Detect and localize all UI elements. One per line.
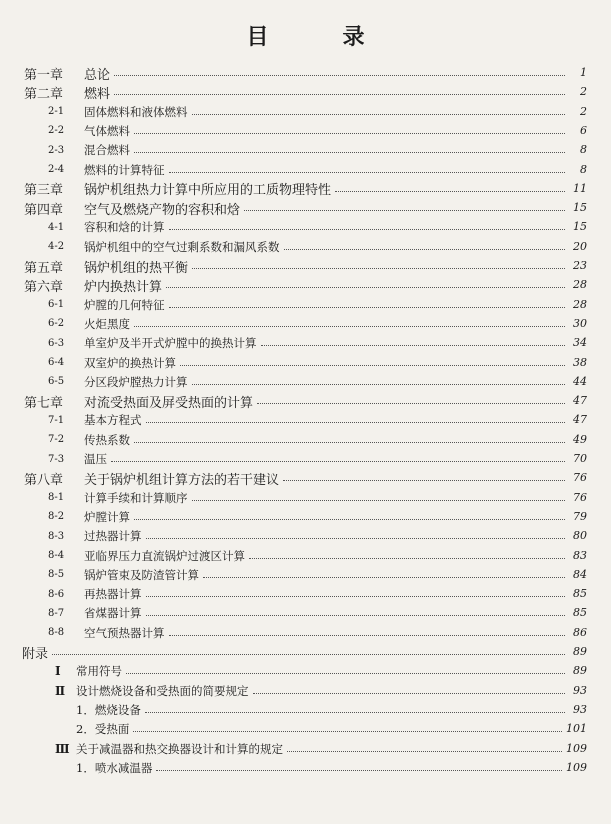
page-number: 89 <box>573 664 587 678</box>
page-number: 28 <box>573 278 587 292</box>
toc-entry <box>0 643 611 661</box>
entry-number: 7-3 <box>48 453 65 465</box>
page-number: 2 <box>580 85 587 99</box>
toc-entry <box>0 662 611 680</box>
leader-dots <box>145 712 565 713</box>
entry-number: 7-1 <box>48 414 65 426</box>
entry-number: 2-2 <box>48 125 65 137</box>
toc-entry <box>0 431 611 449</box>
dot-leader <box>257 395 587 407</box>
page-number: 109 <box>566 741 587 755</box>
leader-dots <box>253 693 566 694</box>
toc-entry <box>0 257 611 275</box>
dot-leader <box>146 414 588 426</box>
toc-entry <box>0 64 611 82</box>
leader-dots <box>134 326 565 327</box>
entry-title: 锅炉机组中的空气过剩系数和漏风系数 <box>84 239 280 254</box>
entry-title: 燃料 <box>84 86 111 102</box>
entry-title: 关于锅炉机组计算方法的若干建议 <box>84 472 280 488</box>
entry-title: 基本方程式 <box>84 413 142 428</box>
toc-entry <box>0 604 611 622</box>
entry-title: 省煤器计算 <box>84 606 142 621</box>
dot-leader <box>192 260 587 272</box>
toc-entry <box>0 354 611 372</box>
page-number: 80 <box>573 529 587 543</box>
dot-leader <box>169 221 588 233</box>
leader-dots <box>114 75 565 76</box>
leader-dots <box>134 519 565 520</box>
toc-entry <box>0 334 611 352</box>
page-number: 15 <box>573 201 587 215</box>
leader-dots <box>111 461 565 462</box>
entry-title: 对流受热面及屏受热面的计算 <box>84 395 254 411</box>
leader-dots <box>244 210 565 211</box>
entry-title: 温压 <box>84 452 107 466</box>
leader-dots <box>203 577 565 578</box>
entry-number: 第三章 <box>24 183 64 199</box>
leader-dots <box>134 133 565 134</box>
leader-dots <box>261 345 566 346</box>
entry-title: 混合燃料 <box>84 143 130 158</box>
entry-number: 2-1 <box>48 106 65 118</box>
entry-number: Ⅲ <box>55 741 70 756</box>
leader-dots <box>283 480 565 481</box>
entry-title: 炉膛计算 <box>84 509 130 524</box>
page-number: 23 <box>573 259 587 272</box>
entry-title: 锅炉机组热力计算中所应用的工质物理特性 <box>84 183 332 199</box>
page-number: 76 <box>573 471 587 485</box>
dot-leader <box>134 125 587 137</box>
leader-dots <box>146 615 566 616</box>
toc-entry <box>0 740 611 758</box>
entry-title: 1．喷水减温器 <box>76 760 153 775</box>
entry-title: 亚临界压力直流锅炉过渡区计算 <box>84 548 245 563</box>
page-number: 20 <box>573 239 587 253</box>
page-number: 44 <box>573 374 587 388</box>
leader-dots <box>169 307 566 308</box>
page-number: 79 <box>573 509 587 523</box>
dot-leader <box>114 67 587 79</box>
page-number: 6 <box>580 123 587 137</box>
entry-title: 设计燃烧设备和受热面的简要规定 <box>76 683 249 698</box>
dot-leader <box>169 164 588 176</box>
entry-number: 6-5 <box>48 376 65 388</box>
leader-dots <box>284 249 566 250</box>
entry-title: 单室炉及半开式炉膛中的换热计算 <box>84 336 257 351</box>
entry-number: 8-2 <box>48 511 65 523</box>
dot-leader <box>114 86 587 98</box>
dot-leader <box>133 723 587 735</box>
leader-dots <box>192 114 566 115</box>
entry-number: 第六章 <box>24 279 64 295</box>
toc-entry <box>0 238 611 256</box>
page-number: 85 <box>573 587 587 601</box>
dot-leader <box>134 434 587 446</box>
leader-dots <box>335 191 565 192</box>
dot-leader <box>126 665 587 677</box>
entry-number: 6-4 <box>48 357 65 368</box>
entry-number: Ⅱ <box>55 683 66 698</box>
entry-number: 第一章 <box>24 67 64 83</box>
entry-title: 锅炉机组的热平衡 <box>84 260 189 276</box>
dot-leader <box>249 550 587 562</box>
dot-leader <box>134 144 587 156</box>
leader-dots <box>126 673 565 674</box>
page-number: 93 <box>573 702 587 716</box>
toc-entry <box>0 624 611 642</box>
dot-leader <box>169 299 588 311</box>
entry-number: 第五章 <box>24 260 64 276</box>
entry-title: 常用符号 <box>76 664 122 679</box>
dot-leader <box>192 492 588 504</box>
leader-dots <box>192 268 565 269</box>
entry-title: 关于减温器和热交换器设计和计算的规定 <box>76 741 283 756</box>
toc-entry <box>0 566 611 584</box>
entry-number: 6-2 <box>48 318 65 330</box>
entry-title: 分区段炉膛热力计算 <box>84 374 188 389</box>
entry-number: 8-8 <box>48 627 65 639</box>
dot-leader <box>192 376 588 388</box>
toc-entry <box>0 720 611 738</box>
leader-dots <box>192 500 566 501</box>
entry-title: 容积和焓的计算 <box>84 220 165 235</box>
toc-entry <box>0 296 611 314</box>
leader-dots <box>169 172 566 173</box>
entry-title: 传热系数 <box>84 432 130 447</box>
page-number: 2 <box>580 104 587 118</box>
entry-number: 8-4 <box>48 550 65 561</box>
leader-dots <box>169 229 566 230</box>
toc-entry <box>0 199 611 217</box>
dot-leader <box>287 743 587 755</box>
toc-entry <box>0 122 611 140</box>
dot-leader <box>180 357 587 369</box>
entry-title: 1．燃烧设备 <box>76 702 141 717</box>
entry-number: 第八章 <box>24 472 64 488</box>
dot-leader <box>335 183 587 195</box>
entry-number: 7-2 <box>48 434 65 446</box>
entry-title: 气体燃料 <box>84 123 130 138</box>
page-number: 86 <box>573 625 587 639</box>
page-number: 15 <box>573 220 587 234</box>
dot-leader <box>261 337 588 349</box>
page-title: 目 录 <box>246 24 391 50</box>
leader-dots <box>146 538 566 539</box>
page-number: 85 <box>573 606 587 620</box>
toc-entry <box>0 141 611 159</box>
leader-dots <box>192 384 566 385</box>
toc-entry <box>0 411 611 429</box>
leader-dots <box>134 442 565 443</box>
page-number: 83 <box>573 548 587 562</box>
toc-entry <box>0 315 611 333</box>
toc-entry <box>0 547 611 565</box>
page-number: 84 <box>573 567 587 581</box>
page-number: 38 <box>573 355 587 369</box>
dot-leader <box>134 511 587 523</box>
dot-leader <box>253 685 588 697</box>
toc-entry <box>0 527 611 545</box>
entry-number: 2-4 <box>48 164 65 175</box>
entry-title: 空气预热器计算 <box>84 625 165 640</box>
entry-number: 4-2 <box>48 241 65 253</box>
toc-entry <box>0 103 611 121</box>
dot-leader <box>134 318 587 330</box>
page-number: 101 <box>566 722 587 736</box>
page-number: 109 <box>566 760 587 774</box>
entry-title: 燃料的计算特征 <box>84 162 165 177</box>
entry-title: 固体燃料和液体燃料 <box>84 104 188 119</box>
entry-number: 2-3 <box>48 144 65 156</box>
toc-entry <box>0 392 611 410</box>
dot-leader <box>111 453 587 465</box>
entry-number: 8-6 <box>48 588 65 600</box>
entry-title: 附录 <box>22 646 49 662</box>
leader-dots <box>146 596 566 597</box>
entry-title: 炉膛的几何特征 <box>84 297 165 312</box>
entry-title: 过热器计算 <box>84 529 142 544</box>
leader-dots <box>166 287 565 288</box>
toc-entry <box>0 682 611 700</box>
entry-title: 炉内换热计算 <box>84 279 163 295</box>
entry-title: 火炬黑度 <box>84 316 130 331</box>
dot-leader <box>244 202 587 214</box>
toc-entry <box>0 701 611 719</box>
toc-entry <box>0 276 611 294</box>
entry-number: 8-7 <box>48 607 65 619</box>
dot-leader <box>156 762 587 774</box>
page-number: 8 <box>580 143 587 157</box>
page-number: 49 <box>573 432 587 446</box>
leader-dots <box>287 751 562 752</box>
leader-dots <box>169 635 566 636</box>
dot-leader <box>203 569 587 581</box>
page-number: 34 <box>573 336 587 350</box>
page-number: 70 <box>573 452 587 465</box>
leader-dots <box>156 770 562 771</box>
dot-leader <box>169 627 588 639</box>
toc-entry <box>0 180 611 198</box>
toc-entry <box>0 450 611 468</box>
toc-entry <box>0 585 611 603</box>
dot-leader <box>192 106 588 118</box>
entry-title: 再热器计算 <box>84 587 142 602</box>
leader-dots <box>180 365 565 366</box>
dot-leader <box>146 607 588 619</box>
page-number: 1 <box>580 66 587 79</box>
entry-number: 8-5 <box>48 569 65 581</box>
dot-leader <box>284 241 588 253</box>
entry-number: 8-1 <box>48 492 65 504</box>
dot-leader <box>166 279 587 291</box>
leader-dots <box>52 654 565 655</box>
toc-entry <box>0 373 611 391</box>
entry-number: 第二章 <box>24 86 64 102</box>
entry-title: 2．受热面 <box>76 722 130 737</box>
entry-title: 双室炉的换热计算 <box>84 355 176 370</box>
toc-entry <box>0 508 611 526</box>
entry-title: 计算手续和计算顺序 <box>84 490 188 505</box>
entry-number: 8-3 <box>48 530 65 542</box>
entry-number: Ⅰ <box>55 664 61 679</box>
leader-dots <box>114 94 565 95</box>
toc-entry <box>0 218 611 236</box>
dot-leader <box>283 472 587 484</box>
leader-dots <box>146 422 566 423</box>
dot-leader <box>52 646 587 658</box>
toc-entry <box>0 469 611 487</box>
leader-dots <box>249 558 565 559</box>
dot-leader <box>146 588 588 600</box>
entry-title: 锅炉管束及防渣管计算 <box>84 567 199 582</box>
toc-entry <box>0 759 611 777</box>
page-number: 47 <box>573 413 587 427</box>
page-number: 11 <box>573 181 587 195</box>
toc-entry <box>0 489 611 507</box>
dot-leader <box>145 704 587 716</box>
entry-number: 第七章 <box>24 395 64 411</box>
page-number: 89 <box>573 645 587 658</box>
entry-title: 总论 <box>84 67 111 83</box>
leader-dots <box>134 152 565 153</box>
toc-entry <box>0 161 611 179</box>
entry-number: 4-1 <box>48 221 65 233</box>
page-number: 76 <box>573 490 587 504</box>
leader-dots <box>133 731 562 732</box>
page-number: 8 <box>580 162 587 176</box>
dot-leader <box>146 530 588 542</box>
entry-number: 6-3 <box>48 337 65 349</box>
entry-number: 第四章 <box>24 202 64 218</box>
page-number: 47 <box>573 394 587 408</box>
entry-title: 空气及燃烧产物的容积和焓 <box>84 202 241 218</box>
page-number: 93 <box>573 683 587 697</box>
toc-entry <box>0 83 611 101</box>
page-number: 28 <box>573 297 587 311</box>
entry-number: 6-1 <box>48 299 65 311</box>
leader-dots <box>257 403 565 404</box>
page-number: 30 <box>573 316 587 330</box>
